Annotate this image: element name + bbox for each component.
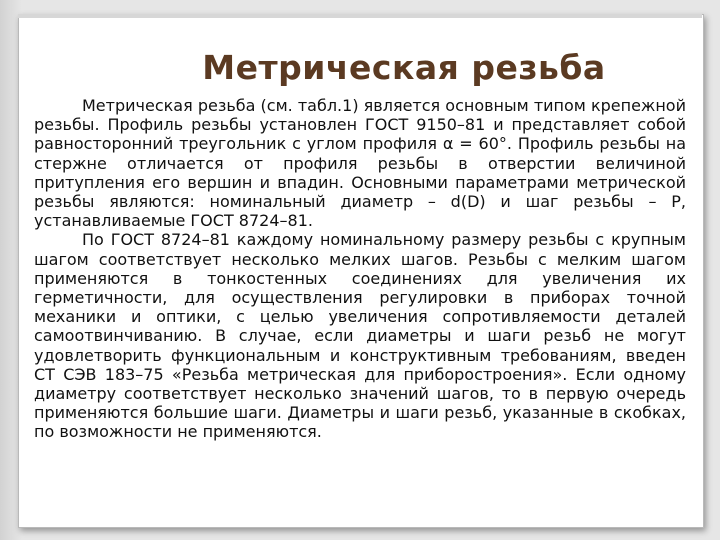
slide-title: Метрическая резьба xyxy=(202,48,606,87)
page-top-border xyxy=(18,14,702,18)
body-paragraph-2: По ГОСТ 8724–81 каждому номинальному размеру резьбы с крупным шагом соответствует несколько мелких шагов. Резьбы с мелким шагом применяются в тонкостенных соединениях для увеличения их герметичности, для осуществления регулировки в приборах точной механики и оптики, с целью увеличения сопротивляемости деталей самоотвинчиванию. В случае, если диаметры и шаги резьб не могут удовлетворить функциональным и конструктивным требованиям, введен СТ СЭВ 183–75 «Резьба метрическая для приборостроения». Если одному диаметру соответствует несколько значений шагов, то в первую очередь применяются большие шаги. Диаметры и шаги резьб, указанные в скобках, по возможности не применяются. xyxy=(34,230,686,442)
slide-body xyxy=(34,96,686,442)
body-paragraph-1: Метрическая резьба (см. табл.1) является основным типом крепежной резьбы. Профиль резьбы установлен ГОСТ 9150–81 и представляет собой равносторонний треугольник с углом профиля α = 60°. Профиль резьбы на стержне отличается от профиля резьбы в отверстии величиной притупления его вершин и впадин. Основными параметрами метрической резьбы являются: номинальный диаметр – d(D) и шаг резьбы – P, устанавливаемые ГОСТ 8724–81. xyxy=(34,96,686,231)
